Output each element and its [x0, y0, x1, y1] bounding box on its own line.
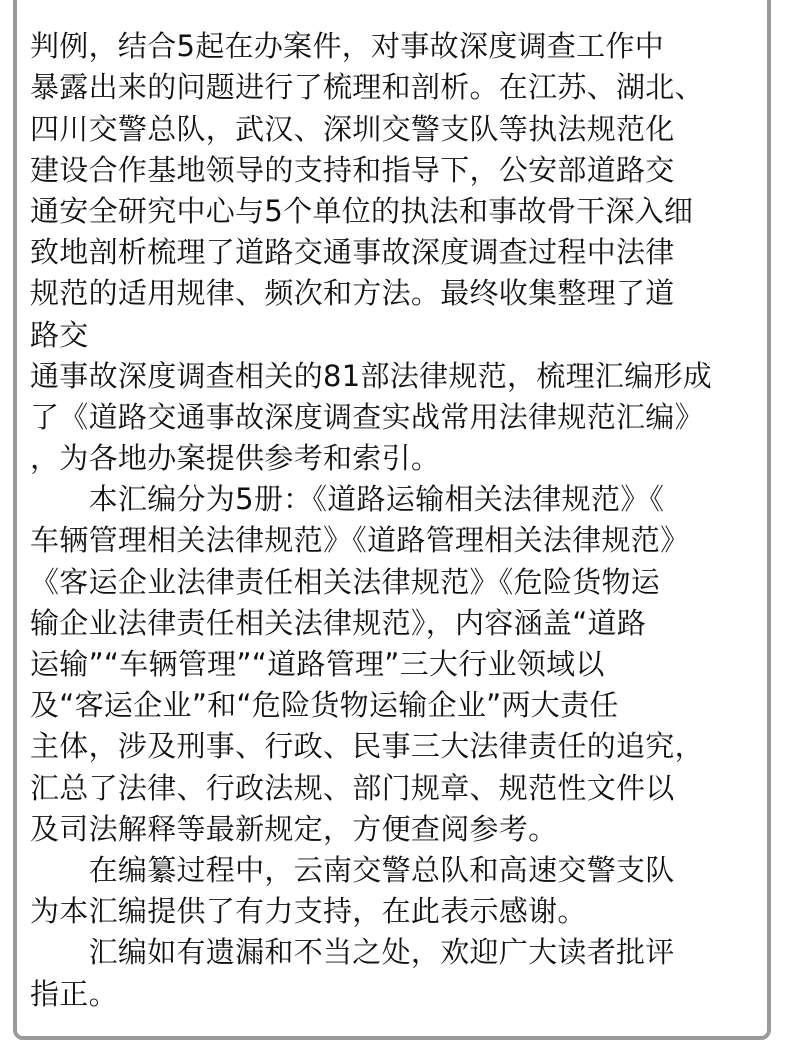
text-line: 汇总了法律、行政法规、部门规章、规范性文件以 — [30, 770, 675, 805]
text-line: 《客运企业法律责任相关法律规范》《危险货物运 — [30, 564, 661, 599]
text-line: 运输”“车辆管理”“道路管理”三大行业领域以 — [30, 647, 605, 681]
text-line: 致地剖析梳理了道路交通事故深度调查过程中法律 — [30, 235, 675, 270]
text-line: 通事故深度调查相关的81部法律规范，梳理汇编形成 — [30, 358, 713, 393]
text-line: 规范的适用规律、频次和方法。最终收集整理了道 — [30, 276, 675, 311]
text-line: 为本汇编提供了有力支持，在此表示感谢。 — [30, 894, 587, 929]
text-line: 及司法解释等最新规定，方便查阅参考。 — [30, 811, 558, 846]
text-line: 车辆管理相关法律规范》《道路管理相关法律规范》 — [30, 523, 690, 558]
text-line: 路交 — [30, 317, 89, 352]
text-line: 四川交警总队，武汉、深圳交警支队等执法规范化 — [30, 111, 675, 146]
text-line: 建设合作基地领导的支持和指导下，公安部道路交 — [30, 152, 675, 187]
text-line: 输企业法律责任相关法律规范》，内容涵盖“道路 — [30, 605, 647, 640]
text-line: 了《道路交通事故深度调查实战常用法律规范汇编》 — [30, 399, 704, 434]
text-line-partial-top — [30, 0, 775, 26]
text-line: 及“客运企业”和“危险货物运输企业”两大责任 — [30, 688, 619, 723]
text-line: 汇编如有遗漏和不当之处，欢迎广大读者批评 — [30, 935, 675, 970]
text-line: 本汇编分为5册：《道路运输相关法律规范》《 — [30, 482, 665, 517]
text-line: 主体，涉及刑事、行政、民事三大法律责任的追究， — [30, 729, 704, 764]
text-line: ，为各地办案提供参考和索引。 — [30, 441, 441, 476]
text-line: 判例，结合5起在办案件，对事故深度调查工作中 — [30, 29, 665, 64]
text-line: 指正。 — [30, 976, 118, 1011]
text-line: 通安全研究中心与5个单位的执法和事故骨干深入细 — [30, 193, 694, 228]
document-body — [30, 0, 775, 1015]
text-line: 在编纂过程中，云南交警总队和高速交警支队 — [30, 852, 675, 887]
text-line: 暴露出来的问题进行了梳理和剖析。在江苏、湖北、 — [30, 70, 704, 105]
